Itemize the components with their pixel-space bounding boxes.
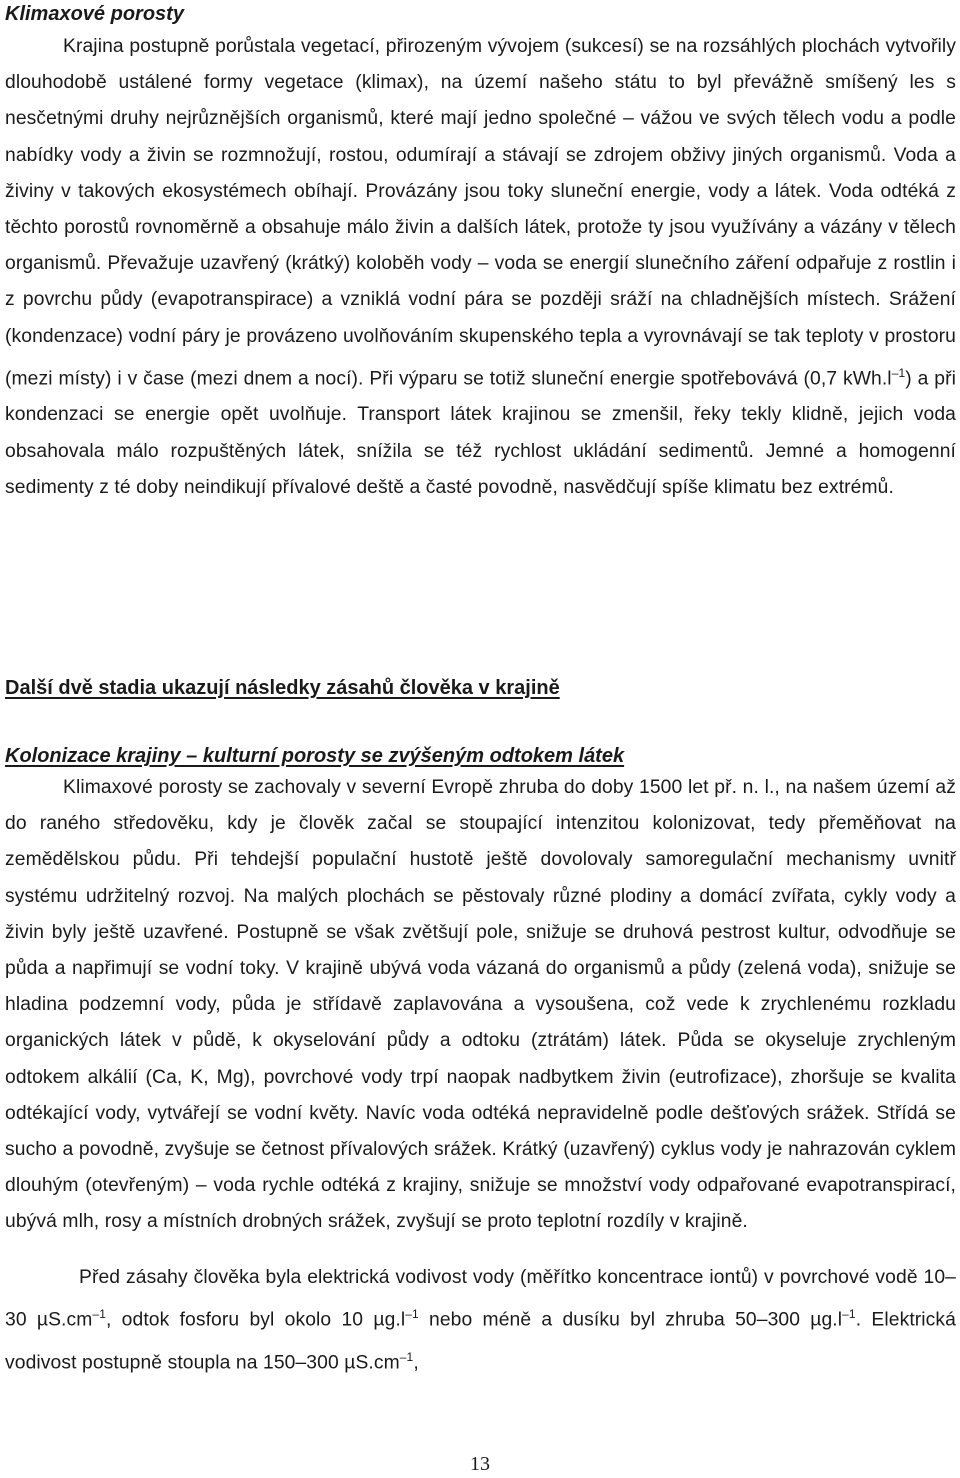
superscript: –1: [92, 1307, 106, 1322]
paragraph-klimax: [5, 29, 956, 506]
text-part: Před zásahy člověka byla elektrická vodivost vody (měřítko koncentrace iontů) v povrchové vodě 10–30 µS.cm: [5, 1267, 956, 1331]
section-heading-kolonizace: Kolonizace krajiny – kulturní porosty se zvýšeným odtokem látek: [5, 745, 625, 767]
section-heading-dalsi-stadia: Další dvě stadia ukazují následky zásahů člověka v krajině: [5, 677, 560, 699]
superscript: –1: [405, 1307, 419, 1322]
superscript: –1: [891, 365, 906, 380]
page-number: 13: [470, 1453, 490, 1475]
paragraph-text: Krajina postupně porůstala vegetací, přirozeným vývojem (sukcesí) se na rozsáhlých plochách vytvořily dlouhodobě ustálené formy vegetace (klimax), na území našeho státu to byl převážně smíšený les s nesčetnými druhy nejrůznějších organismů, které mají jedno společné – vážou ve svých tělech vodu a podle nabídky vody a živin se rozmnožují, rostou, odumírají a stávají se zdrojem obživy jiných organismů. Voda a živiny v takových ekosystémech obíhají. Provázány jsou toky sluneční energie, vody a látek. Voda odtéká z těchto porostů rovnoměrně a obsahuje málo živin a dalších látek, protože ty jsou využívány a vázány v tělech organismů. Převažuje uzavřený (krátký) koloběh vody – voda se energií slunečního záření odpařuje z rostlin i z povrchu půdy (evapotranspirace) a vzniklá vodní pára se později sráží na chladnějších místech. Srážení (kondenzace) vodní páry je provázeno uvolňováním skupenského tepla a vyrovnávají se tak teploty v prostoru (mezi místy) i v čase (mezi dnem a nocí). Při výparu se totiž sluneční energie spotřebovává (0,7 kWh.l: [5, 36, 956, 390]
paragraph-kolonizace: Klimaxové porosty se zachovaly v severní Evropě zhruba do doby 1500 let př. n. l., na našem území až do raného středověku, kdy je člověk začal se stoupající intenzitou kolonizovat, tedy přeměňovat na zemědělskou půdu. Při tehdejší populační hustotě ještě dovolovaly samoregulační mechanismy uvnitř systému udržitelný rozvoj. Na malých plochách se pěstovaly různé plodiny a domácí zvířata, cykly vody a živin byly ještě uzavřené. Postupně se však zvětšují pole, snižuje se druhová pestrost kultur, odvodňuje se půda a napřimují se vodní toky. V krajině ubývá voda vázaná do organismů a půdy (zelená voda), snižuje se hladina podzemní vody, půda je střídavě zaplavována a vysoušena, což vede k zrychlenému rozkladu organických látek v půdě, k okyselování půdy a odtoku (ztrátám) látek. Půda se okyseluje zrychleným odtokem alkálií (Ca, K, Mg), povrchové vody trpí naopak nadbytkem živin (eutrofizace), zhoršuje se kvalita odtékající vody, vytvářejí se vodní květy. Navíc voda odtéká nepravidelně podle dešťových srážek. Střídá se sucho a povodně, zvyšuje se četnost přívalových srážek. Krátký (uzavřený) cyklus vody je nahrazován cyklem dlouhým (otevřeným) – voda rychle odtéká z krajiny, snižuje se množství vody odpařované evapotranspirací, ubývá mlh, rosy a místních drobných srážek, zvyšují se proto teplotní rozdíly v krajině.: [5, 777, 956, 1233]
section-heading-klimaxove-porosty: Klimaxové porosty: [5, 3, 184, 25]
paragraph-vodivost: [5, 1260, 956, 1381]
text-part: nebo méně a dusíku byl zhruba 50–300 µg.l: [418, 1309, 843, 1331]
text-part: , odtok fosforu byl okolo 10 µg.l: [105, 1309, 406, 1331]
superscript: –1: [842, 1307, 856, 1322]
text-part: . Elektrická vodivost postupně stoupla na 150–300 µS.cm: [5, 1309, 956, 1374]
paragraph-text-tail: ) a při kondenzaci se energie opět uvolňuje. Transport látek krajinou se zmenšil, řeky tekly klidně, jejich voda obsahovala málo rozpuštěných látek, snížila se též rychlost ukládání sedimentů. Jemné a homogenní sedimenty z té doby neindikují přívalové deště a časté povodně, nasvědčují spíše klimatu bez extrémů.: [5, 368, 956, 498]
superscript: –1: [399, 1349, 414, 1364]
text-part: ,: [413, 1352, 419, 1374]
